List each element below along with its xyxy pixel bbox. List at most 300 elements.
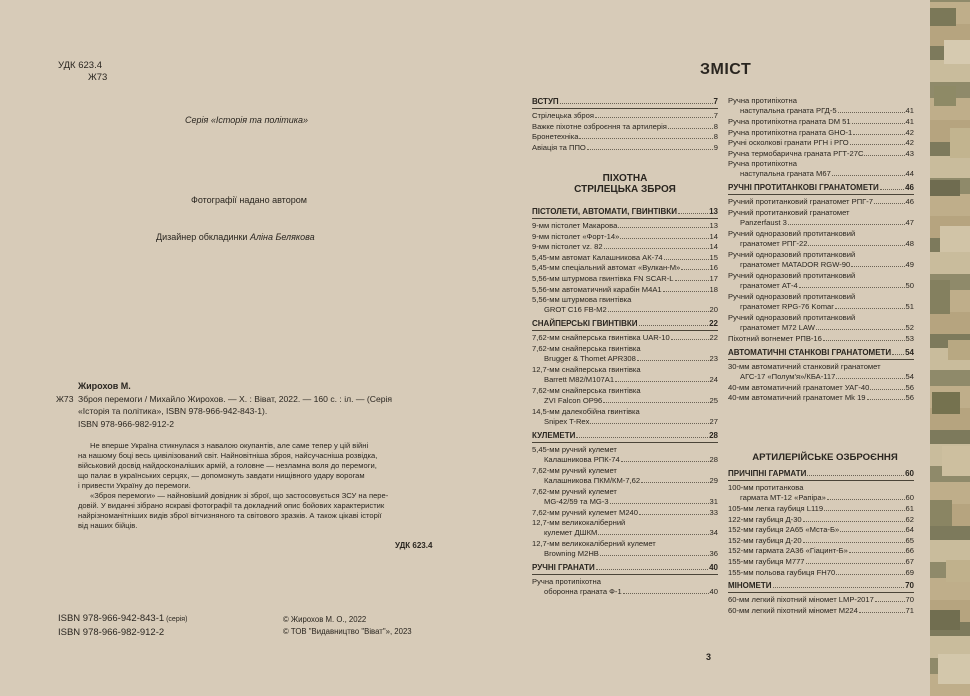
toc-entry-label: 5,45-мм спеціальний автомат «Вулкан-М» — [532, 263, 681, 273]
toc-leader — [840, 531, 904, 532]
toc-entry-label: Browning M2HB — [544, 549, 599, 559]
toc-entry-label: Важке піхотне озброєння та артилерія — [532, 121, 667, 131]
toc-entry-line-1: Ручний одноразовий протитанковий — [728, 313, 856, 322]
toc-entry-label: гармата МТ-12 «Рапіра» — [740, 493, 826, 502]
abstract-1-line-3: військовий досвід найдосконаліших армій, а головне — незламна воля до перемоги, — [78, 461, 377, 470]
toc-entry-page: 64 — [905, 525, 914, 535]
toc-entry-label: гранатомет M72 LAW — [740, 323, 815, 332]
toc-head-rule — [728, 359, 914, 360]
toc-entry-line-1: 12,7-мм великокаліберний — [532, 518, 626, 528]
abstract-1-line-1: Не вперше Україна стикнулася з навалою окупантів, але саме тепер у цій війні — [90, 441, 369, 450]
toc-heading-page: 28 — [709, 430, 718, 440]
toc-entry — [728, 557, 914, 566]
toc-entry-label: наступальна граната M67 — [740, 169, 831, 179]
toc-leader — [836, 574, 904, 575]
toc-heading-page: 54 — [905, 347, 914, 357]
toc-entry-line-1: Ручний протитанковий гранатомет — [728, 208, 850, 217]
designer-credit: Дизайнер обкладинки Аліна Белякова — [156, 232, 315, 242]
toc-entry-page: 56 — [905, 382, 914, 392]
toc-leader — [587, 149, 713, 150]
toc-entry — [740, 493, 914, 502]
udk-top: УДК 623.4 — [58, 60, 102, 71]
toc-entry-label: Стрілецька зброя — [532, 111, 594, 120]
toc-leader — [832, 175, 905, 176]
toc-entry — [532, 132, 718, 141]
toc-entry-label: 40-мм автоматичний гранатомет УАГ-40 — [728, 382, 870, 392]
toc-title: ЗМІСТ — [700, 61, 752, 78]
abstract-1-line-2: на нашому боці весь цивілізований світ. Найновітніша зброя, найсучасніша розвідка, — [78, 451, 378, 460]
toc-entry-label: оборонна граната Ф-1 — [544, 587, 622, 597]
toc-entry-page: 71 — [905, 605, 914, 615]
toc-entry — [740, 218, 914, 227]
toc-entry — [532, 111, 718, 120]
toc-entry-page: 46 — [905, 197, 914, 207]
toc-heading-row — [728, 469, 914, 478]
toc-leader — [639, 325, 709, 326]
toc-entry — [532, 253, 718, 262]
toc-entry-page: 7 — [713, 111, 718, 120]
toc-entry — [740, 169, 914, 178]
toc-entry-page: 16 — [709, 263, 718, 273]
toc-entry-page: 14 — [709, 242, 718, 252]
toc-leader — [610, 503, 709, 504]
toc-entry-label: АГС-17 «Полум'я»/КБА-117 — [740, 371, 836, 381]
toc-entry — [728, 568, 914, 577]
toc-entry — [728, 138, 914, 147]
toc-entry — [728, 393, 914, 402]
toc-heading-label: РУЧНІ ГРАНАТИ — [532, 563, 595, 573]
toc-entry-label: гранатомет RPG-76 Komar — [740, 302, 834, 311]
toc-leader — [596, 569, 708, 570]
toc-entry-label: кулемет ДШКМ — [544, 528, 598, 538]
toc-entry-label: наступальна граната РГД-5 — [740, 106, 837, 115]
toc-entry-line-1: 7,62-мм ручний кулемет — [532, 465, 617, 475]
toc-heading-row — [532, 97, 718, 106]
toc-head-rule — [532, 108, 718, 109]
toc-entry — [532, 122, 718, 131]
toc-entry — [740, 106, 914, 115]
toc-heading-page: 46 — [905, 183, 914, 193]
toc-leader — [788, 224, 905, 225]
toc-entry-page: 52 — [905, 323, 914, 332]
toc-entry — [544, 417, 718, 426]
toc-entry — [532, 508, 718, 517]
toc-entry-line-1: 7,62-мм снайперська гвинтівка — [532, 343, 641, 353]
toc-leader — [560, 103, 713, 104]
toc-entry-page: 40 — [709, 587, 718, 597]
udk-bottom: УДК 623.4 — [395, 541, 433, 550]
toc-entry-label: Barrett M82/M107A1 — [544, 374, 615, 384]
toc-entry-page: 43 — [905, 148, 914, 158]
toc-entry — [544, 587, 718, 596]
toc-entry — [740, 239, 914, 248]
toc-entry — [544, 375, 718, 384]
toc-entry-page: 48 — [905, 239, 914, 248]
toc-entry-page: 31 — [709, 496, 718, 506]
toc-entry — [740, 281, 914, 290]
toc-entry-line-1: 100-мм протитанкова — [728, 483, 804, 492]
toc-entry-page: 53 — [905, 334, 914, 343]
toc-leader — [671, 339, 709, 340]
toc-entry — [544, 497, 718, 506]
toc-leader — [807, 475, 904, 476]
toc-entry-page: 15 — [709, 252, 718, 262]
toc-entry-label: Калашникова ПКМ/КМ-7,62 — [544, 475, 641, 485]
toc-entry-label: гранатомет MATADOR RGW-90 — [740, 260, 851, 269]
toc-heading-page: 22 — [709, 319, 718, 329]
toc-entry — [544, 455, 718, 464]
toc-leader — [836, 378, 904, 379]
abstract-2-line-1: «Зброя перемоги» — найновіший довідник зі зброї, що застосовується ЗСУ на пере- — [90, 491, 389, 500]
toc-entry-page: 44 — [905, 169, 914, 179]
toc-entry-page: 13 — [709, 221, 718, 230]
toc-entry-page: 61 — [905, 504, 914, 513]
toc-entry-page: 25 — [709, 395, 718, 405]
toc-entry — [728, 546, 914, 555]
copyright-author: © Жирохов М. О., 2022 — [283, 615, 367, 624]
toc-entry-label: Калашникова РПК-74 — [544, 454, 620, 464]
toc-head-rule — [728, 480, 914, 481]
toc-leader — [808, 245, 904, 246]
toc-leader — [864, 155, 904, 156]
toc-leader — [870, 389, 904, 390]
author-heading: Жирохов М. — [78, 381, 131, 391]
toc-entry-label: 60-мм легкий піхотний міномет M224 — [728, 605, 858, 615]
toc-leader — [892, 354, 904, 355]
toc-entry — [728, 525, 914, 534]
toc-entry-label: 152-мм гармата 2А36 «Гіацинт-Б» — [728, 546, 848, 556]
toc-entry — [532, 285, 718, 294]
toc-entry-line-1: 12,7-мм великокаліберний кулемет — [532, 539, 656, 549]
toc-entry-line-1: 12,7-мм снайперська гвинтівка — [532, 364, 641, 374]
toc-leader — [838, 112, 905, 113]
toc-entry — [544, 549, 718, 558]
toc-head-rule — [532, 442, 718, 443]
toc-entry-page: 29 — [709, 475, 718, 485]
toc-head-rule — [532, 218, 718, 219]
toc-entry-label: 155-мм польова гаубиця FH70 — [728, 567, 836, 577]
toc-entry-label: 152-мм гаубиця Д-20 — [728, 535, 802, 545]
bib-isbn: ISBN 978-966-982-912-2 — [78, 419, 175, 429]
toc-entry — [544, 354, 718, 363]
toc-leader — [875, 601, 905, 602]
series-line: Серія «Історія та політика» — [185, 115, 309, 125]
toc-entry-page: 66 — [905, 546, 914, 556]
toc-entry-page: 41 — [905, 117, 914, 126]
toc-entry-page: 18 — [709, 284, 718, 294]
toc-entry — [728, 128, 914, 137]
toc-entry — [544, 305, 718, 314]
toc-leader — [823, 340, 905, 341]
toc-entry-page: 22 — [709, 333, 718, 343]
toc-entry-page: 49 — [905, 260, 914, 269]
toc-entry-page: 60 — [905, 493, 914, 502]
toc-heading-page: 13 — [709, 207, 718, 216]
toc-leader — [852, 123, 905, 124]
toc-entry-line-1: Ручний одноразовий протитанковий — [728, 271, 856, 280]
toc-leader — [806, 563, 905, 564]
toc-entry — [728, 536, 914, 545]
toc-entry-line-1: 30-мм автоматичний станковий гранатомет — [728, 361, 881, 371]
bib-line-2: «Історія та політика», ISBN 978-966-942-843-1). — [78, 406, 268, 416]
toc-leader — [608, 311, 709, 312]
toc-heading-label: СНАЙПЕРСЬКІ ГВИНТІВКИ — [532, 319, 638, 329]
toc-entry-page: 65 — [905, 535, 914, 545]
toc-entry-page: 70 — [905, 595, 914, 605]
toc-leader — [618, 227, 708, 228]
toc-entry-page: 42 — [905, 138, 914, 148]
toc-leader — [621, 461, 709, 462]
toc-entry-label: гранатомет РПГ-22 — [740, 239, 808, 248]
toc-heading-label: ПРИЧІПНІ ГАРМАТИ — [728, 469, 807, 478]
toc-entry-label: 40-мм автоматичний гранатомет Mk 19 — [728, 393, 866, 403]
toc-leader — [851, 266, 904, 267]
toc-entry-line-1: Ручний одноразовий протитанковий — [728, 292, 856, 301]
page-number: 3 — [706, 652, 712, 662]
toc-entry-page: 17 — [709, 274, 718, 283]
toc-entry — [532, 263, 718, 272]
bib-line-1: Зброя перемоги / Михайло Жирохов. — Х. : Віват, 2022. — 160 с. : іл. — (Серія — [78, 394, 393, 404]
toc-entry-label: 155-мм гаубиця M777 — [728, 557, 805, 566]
toc-entry-page: 62 — [905, 514, 914, 524]
toc-entry — [532, 242, 718, 251]
toc-leader — [835, 308, 905, 309]
toc-entry-page: 47 — [905, 218, 914, 227]
toc-entry-label: 60-мм легкий піхотний міномет LMP-2017 — [728, 595, 874, 605]
toc-entry — [532, 232, 718, 241]
toc-entry — [532, 333, 718, 342]
toc-entry — [728, 383, 914, 392]
abstract-2-line-4: від наших бійців. — [78, 521, 138, 530]
toc-entry-page: 24 — [709, 374, 718, 384]
toc-entry-page: 20 — [709, 305, 718, 315]
toc-leader — [675, 280, 709, 281]
abstract-1-line-4: що палає в українських серцях, — допоможуть завдати нищівного удару ворогам — [78, 471, 365, 480]
toc-heading-label: РУЧНІ ПРОТИТАНКОВІ ГРАНАТОМЕТИ — [728, 183, 879, 193]
toc-leader — [641, 482, 708, 483]
toc-head-rule — [728, 592, 914, 593]
toc-entry-page: 28 — [709, 454, 718, 464]
toc-leader — [849, 552, 905, 553]
toc-heading-label: ВСТУП — [532, 97, 559, 106]
toc-leader — [663, 291, 709, 292]
toc-entry-page: 56 — [905, 393, 914, 403]
toc-leader — [874, 203, 905, 204]
toc-head-rule — [532, 574, 718, 575]
toc-entry-label: Піхотний вогнемет РПВ-16 — [728, 334, 822, 343]
toc-head-rule — [532, 330, 718, 331]
toc-page — [480, 0, 930, 696]
toc-entry-label: 7,62-мм снайперська гвинтівка UAR-10 — [532, 333, 670, 343]
toc-leader — [827, 499, 905, 500]
toc-heading-row — [728, 581, 914, 590]
toc-entry-label: Авіація та ППО — [532, 142, 586, 152]
toc-entry — [544, 396, 718, 405]
abstract-1-line-5: і привести Україну до перемоги. — [78, 481, 191, 490]
toc-leader — [623, 593, 709, 594]
toc-leader — [816, 329, 905, 330]
toc-leader — [859, 612, 905, 613]
toc-entry-label: Ручні осколкові гранати РГН і РГО — [728, 138, 849, 148]
toc-entry — [728, 606, 914, 615]
toc-leader — [598, 534, 708, 535]
toc-entry-label: 5,45-мм автомат Калашникова АК-74 — [532, 252, 663, 262]
isbn-book: ISBN 978-966-982-912-2 — [58, 627, 165, 638]
toc-leader — [637, 360, 709, 361]
toc-entry — [728, 515, 914, 524]
toc-entry — [728, 504, 914, 513]
toc-heading-page: 40 — [709, 563, 718, 573]
toc-leader — [880, 189, 904, 190]
toc-entry-page: 36 — [709, 549, 718, 559]
toc-heading-page: 7 — [713, 97, 718, 106]
toc-entry-page: 69 — [905, 567, 914, 577]
toc-entry — [740, 372, 914, 381]
toc-entry-page: 27 — [709, 416, 718, 426]
toc-entry — [532, 221, 718, 230]
toc-entry — [544, 528, 718, 537]
toc-entry-label: MG-42/59 та MG-3 — [544, 496, 609, 506]
toc-entry — [728, 197, 914, 206]
toc-entry-line-1: 5,56-мм штурмова гвинтівка — [532, 295, 632, 305]
toc-entry-page: 23 — [709, 353, 718, 363]
toc-leader — [590, 423, 708, 424]
photos-credit: Фотографії надано автором — [191, 195, 307, 205]
toc-entry-page: 54 — [905, 371, 914, 381]
code-side: Ж73 — [56, 394, 74, 404]
toc-entry-label: Ручна термобарична граната РГТ-27С — [728, 148, 864, 158]
toc-leader — [850, 144, 905, 145]
toc-entry — [740, 302, 914, 311]
toc-entry — [728, 149, 914, 158]
toc-entry — [728, 117, 914, 126]
toc-entry — [740, 323, 914, 332]
toc-entry — [544, 476, 718, 485]
toc-leader — [678, 213, 708, 214]
toc-leader — [803, 521, 905, 522]
toc-entry-page: 34 — [709, 528, 718, 538]
toc-entry-label: 7,62-мм ручний кулемет M240 — [532, 507, 639, 517]
toc-entry-page: 67 — [905, 557, 914, 566]
toc-head-rule — [728, 194, 914, 195]
toc-heading-row — [532, 431, 718, 440]
toc-leader — [799, 287, 905, 288]
toc-entry-line-1: Ручна протипіхотна — [728, 96, 797, 105]
toc-entry-label: Ручна протипіхотна граната GHO-1 — [728, 127, 853, 137]
toc-entry-label: 9-мм пістолет «Форт-14» — [532, 231, 620, 241]
copyright-publisher: © ТОВ "Видавництво "Віват"», 2023 — [283, 627, 412, 636]
toc-heading-row — [532, 207, 718, 216]
toc-entry-line-1: Ручний одноразовий протитанковий — [728, 250, 856, 259]
toc-leader — [681, 269, 708, 270]
toc-entry — [740, 260, 914, 269]
code-top: Ж73 — [88, 72, 108, 83]
toc-leader — [615, 381, 708, 382]
toc-entry-line-1: Ручний одноразовий протитанковий — [728, 229, 856, 238]
toc-entry-label: 5,56-мм автоматичний карабін М4А1 — [532, 284, 662, 294]
toc-entry-label: 105-мм легка гаубиця L119 — [728, 504, 824, 513]
toc-entry-label: Brugger & Thomet APR308 — [544, 353, 636, 363]
toc-entry-page: 8 — [713, 132, 718, 142]
toc-entry-line-1: 14,5-мм далекобійна гвинтівка — [532, 406, 640, 416]
toc-heading-page: 70 — [905, 581, 914, 591]
toc-heading-row — [728, 348, 914, 357]
toc-entry-page: 14 — [709, 231, 718, 241]
camouflage-strip — [930, 0, 970, 696]
toc-entry-line-1: Ручна протипіхотна — [532, 577, 601, 587]
toc-entry-page: 41 — [905, 106, 914, 115]
toc-entry-label: 9-мм пістолет Макарова — [532, 221, 618, 230]
toc-entry — [532, 274, 718, 283]
toc-heading-label: ПІСТОЛЕТИ, АВТОМАТИ, ГВИНТІВКИ — [532, 207, 677, 216]
toc-entry-page: 42 — [905, 127, 914, 137]
toc-heading-row — [532, 563, 718, 572]
toc-leader — [853, 134, 904, 135]
toc-leader — [639, 514, 709, 515]
toc-entry-page: 9 — [713, 142, 718, 152]
section-artillery-heading: АРТИЛЕРІЙСЬКЕ ОЗБРОЄННЯ — [752, 452, 898, 463]
toc-entry-page: 50 — [905, 281, 914, 290]
toc-leader — [867, 399, 905, 400]
section-infantry-heading: ПІХОТНА СТРІЛЕЦЬКА ЗБРОЯ — [574, 173, 676, 195]
toc-heading-label: МІНОМЕТИ — [728, 581, 772, 591]
toc-entry-line-1: 5,45-мм ручний кулемет — [532, 444, 617, 454]
toc-entry-page: 51 — [905, 302, 914, 311]
toc-leader — [579, 138, 712, 139]
imprint-page — [0, 0, 480, 696]
toc-leader — [600, 555, 709, 556]
toc-leader — [824, 510, 904, 511]
toc-entry-line-1: 7,62-мм снайперська гвинтівка — [532, 385, 641, 395]
toc-entry — [728, 334, 914, 343]
toc-entry-label: Ручний протитанковий гранатомет РПГ-7 — [728, 197, 874, 207]
toc-entry-label: гранатомет АТ-4 — [740, 281, 798, 290]
toc-leader — [576, 437, 708, 438]
abstract-2-line-2: довій. У виданні зібрано яскраві фотографії та докладний опис бойових характеристик — [78, 501, 385, 510]
toc-heading-row — [728, 183, 914, 192]
abstract-2-line-3: найрізноманітніших видів зброї вітчизняного та світового зразків. А також цікаві історії — [78, 511, 382, 520]
toc-entry-label: GROT C16 FB-M2 — [544, 305, 607, 315]
toc-leader — [595, 117, 713, 118]
toc-leader — [668, 128, 713, 129]
toc-entry-label: 152-мм гаубиця 2А65 «Мста-Б» — [728, 525, 840, 535]
toc-entry-label: Snipex T-Rex — [544, 416, 590, 426]
toc-leader — [604, 248, 709, 249]
toc-entry — [532, 143, 718, 152]
toc-entry — [728, 595, 914, 604]
isbn-series: ISBN 978-966-942-843-1 (серія) — [58, 613, 188, 624]
toc-entry-label: 9-мм пістолет vz. 82 — [532, 242, 603, 252]
toc-entry-line-1: Ручна протипіхотна — [728, 159, 797, 169]
toc-heading-row — [532, 319, 718, 328]
toc-entry-label: Бронетехніка — [532, 132, 579, 142]
toc-entry-label: ZVI Falcon OP96 — [544, 395, 603, 405]
toc-heading-page: 60 — [905, 469, 914, 478]
toc-leader — [773, 587, 905, 588]
toc-leader — [664, 259, 709, 260]
toc-entry-label: 122-мм гаубиця Д-30 — [728, 514, 802, 524]
toc-entry-page: 33 — [709, 507, 718, 517]
toc-entry-page: 8 — [713, 121, 718, 131]
toc-heading-label: АВТОМАТИЧНІ СТАНКОВІ ГРАНАТОМЕТИ — [728, 347, 892, 357]
toc-entry-label: Panzerfaust 3 — [740, 218, 787, 227]
toc-leader — [803, 542, 905, 543]
toc-entry-line-1: 7,62-мм ручний кулемет — [532, 486, 617, 496]
toc-heading-label: КУЛЕМЕТИ — [532, 430, 576, 440]
toc-entry-label: Ручна протипіхотна граната DM 51 — [728, 117, 851, 126]
toc-leader — [603, 402, 708, 403]
toc-entry-label: 5,56-мм штурмова гвинтівка FN SCAR-L — [532, 274, 674, 283]
